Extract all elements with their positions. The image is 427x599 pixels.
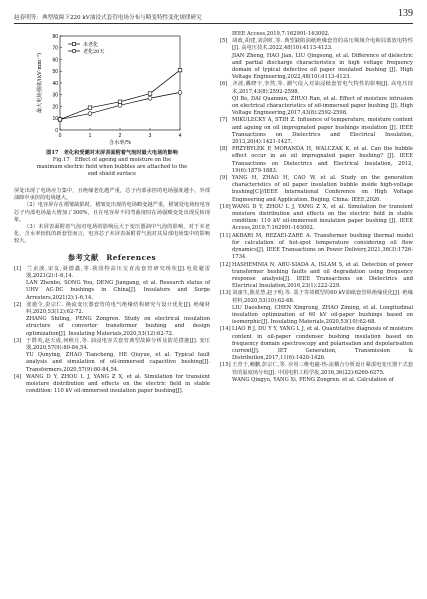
reference-number: [4] xyxy=(14,373,22,380)
y-tick-label: 50 xyxy=(52,69,58,76)
running-title: 赵春明等：典型故障下220 kV油浸式套管电场分布与畸变特性变化规律研究 xyxy=(14,15,202,21)
data-point xyxy=(118,103,122,107)
reference-text: 刘康生,陈星慧,赵子明,等. 基于等效模型的60 kV油纸套管纵绝缘优化[J]. 绝缘材料,2020,53(10):62-68. xyxy=(232,290,413,304)
reference-text: AKBARI M, REZAEI-ZARE A. Transformer bushing thermal model for calculation of hot-spot temperature considering oil flow dynamics[J]. IEEE Transactions on Power Delivery,2021,36(3):1726-1734. xyxy=(232,232,413,261)
y-tick-label: 20 xyxy=(52,104,58,111)
reference-text: WANG Qingyu, YANG Xi, PENG Zongren. et al. Calculation of xyxy=(232,376,394,383)
x-tick-label: 1 xyxy=(88,133,92,139)
data-point xyxy=(148,96,152,100)
reference-entry xyxy=(14,352,210,374)
references-heading: 参考文献 References xyxy=(67,252,157,262)
caption-en-1: Fig.17 Effect of ageing and moisture on the xyxy=(52,157,172,163)
right-column xyxy=(220,31,413,384)
reference-text: QI Bo, DAI Quanmin, ZHUO Ran, et al. Effect of moisture intrusion on electrical characteristics of oil-immersed paper bushing [J]. High Voltage Engineering,2017,43(8):2592-2598. xyxy=(232,95,413,117)
reference-number: [8] xyxy=(220,146,228,153)
reference-text: 于群英,赵天成,何秋月,等. 油浸电容式套管典型故障分析及防范措施[J]. 变压器,2020,57(9):80-84,54. xyxy=(26,337,210,352)
paragraph-1: 屏处出现了电场应力集中，且绝缘老化越严重，芯子内部承担的电场强度越小，外部油隙中承担的电场越大。 xyxy=(14,188,210,202)
y-axis-label: 最大电场强度/(kV·mm⁻¹) xyxy=(37,52,43,114)
y-tick-label: 80 xyxy=(52,33,58,40)
reference-entry xyxy=(220,290,413,304)
series-line xyxy=(60,70,180,119)
reference-text: 王青于,赖鹏,彭宗仁,等. 应用三维电磁-热-流耦合分析设计紧凑电变压器干式套管的温度场分布[J]. 中国电机工程学报,2016,36(22):6269-6275. xyxy=(232,362,413,376)
reference-text: 胡政,胡建,刘剑虹,等. 典型缺陷油纸绝缘套管的高压频域介电和局部放电特性[J]. 高电压技术,2022,48(10):4113-4123. xyxy=(232,38,413,52)
data-point xyxy=(58,118,62,122)
reference-number: [1] xyxy=(14,265,22,272)
y-tick-label: 10 xyxy=(52,116,58,123)
reference-text: 张施令,彭宗仁. 换流变压器套管的电气绝缘结构研究与设计优化[J]. 绝缘材料,2020,53(12):62-72. xyxy=(26,301,210,316)
reference-number: [2] xyxy=(14,301,22,308)
reference-entry xyxy=(220,175,413,204)
reference-entry xyxy=(14,266,210,280)
y-tick-label: 0 xyxy=(55,127,58,134)
left-column xyxy=(14,188,210,395)
reference-entry xyxy=(220,96,413,118)
figure-17 xyxy=(32,30,192,147)
running-header xyxy=(14,8,413,22)
reference-entry xyxy=(220,362,413,376)
reference-entry xyxy=(220,305,413,327)
legend-label: 未老化 xyxy=(83,41,99,48)
data-point xyxy=(178,91,182,95)
reference-entry xyxy=(220,53,413,82)
data-point xyxy=(88,112,92,116)
reference-number: [12] xyxy=(220,261,231,268)
x-tick-label: 2 xyxy=(118,133,122,139)
reference-text: MIKULECKY A, STIH Z. Influence of temperature, moisture content and ageing on oil impregnated paper bushings insulation [J]. IEEE Transactions on Dielectrics and Electrical Insulation, 2013,20(4):1421-1427. xyxy=(232,117,413,146)
header-rule xyxy=(14,23,413,24)
caption-en-2: maximum electric field when bubbles are attached to the xyxy=(36,164,188,170)
reference-number: [6] xyxy=(220,81,228,88)
reference-number: [3] xyxy=(14,337,22,344)
paragraph-2: （2）电容屏存在褶皱缺陷时，褶皱处出现的电场畸变越严重，褶皱处电场较电容芯子内部电场最大增加了300%，且在电容屏不同弯曲度时在场强畸变处出现反转现象。 xyxy=(14,202,210,223)
x-tick-label: 0 xyxy=(58,133,62,139)
reference-entry xyxy=(220,262,413,291)
y-tick-label: 70 xyxy=(52,45,58,52)
reference-number: [14] xyxy=(220,326,231,333)
reference-number: [7] xyxy=(220,117,228,124)
reference-text: LIAO R J, DU Y Y, YANG L J, et al. Quantitative diagnosis of moisture content in oil-paper condenser bushing insulation based on frequency domain spectroscopy and polarisation and depolarisation current[J]. IET Generation, Transmission & Distribution,2017,11(6):1420-1426. xyxy=(232,326,413,362)
data-point xyxy=(88,106,92,110)
reference-entry xyxy=(220,204,413,233)
reference-entry xyxy=(220,38,413,52)
x-tick-label: 3 xyxy=(148,133,152,139)
data-point xyxy=(118,100,122,104)
reference-number: [9] xyxy=(220,175,228,182)
caption-en-3: end shield surface xyxy=(87,171,137,177)
reference-number: [10] xyxy=(220,203,231,210)
reference-entry xyxy=(220,377,413,384)
reference-text: YANG H, ZHAO H, CAO W, et al. Study on the generation characteristics of oil paper insulation bubble inside high-voltage bushing[C]//IEEE International Conference on High Voltage Engineering and Application. Beijing, China: IEEE,2020. xyxy=(232,175,413,203)
line-chart xyxy=(32,30,192,147)
reference-number: [13] xyxy=(220,290,231,297)
reference-text: HASHEMNIA N, ABU-SIADA A, ISLAM S, et al. Detection of power transformer bushing faults and oil degradation using frequency response analysis[J]. IEEE Transactions on Dielectrics and Electrical Insulation,2016,23(1):222-229. xyxy=(232,261,413,290)
reference-text: IEEE Access,2019,7:162991-163002. xyxy=(232,31,330,37)
legend-marker xyxy=(72,49,75,52)
reference-text: WANG D Y, ZHOU L J, YANG Z X, et al. Simulation for transient moisture distribution and effects on the electric field in stable condition: 110 kV oil-immersed insulation paper bushing[J]. xyxy=(26,373,210,395)
reference-entry xyxy=(220,326,413,362)
legend-label: 老化20天 xyxy=(83,48,105,55)
reference-text: JIAN Zheng, HAO Jian, LIU Qingsong, et al. Difference of dielectric and partial discharge characteristics in high voltage frequency domain of typical defective oil paper insulated bushing [J]. High Voltage Engineering,2022,48(10):4113-4123. xyxy=(232,52,413,81)
y-tick-label: 30 xyxy=(52,92,58,99)
reference-entry xyxy=(14,374,210,396)
reference-text: ZHANG Shiling, PENG Zongren. Study on electrical insulation structure of converter transformer bushing and design optimization[J]. Insulating Materials,2020,53(12):62-72. xyxy=(26,316,210,337)
reference-number: [11] xyxy=(220,232,231,239)
references-list-left xyxy=(14,266,210,396)
caption-zh: 图17 老化和受潮对末屏表面附着气泡时最大电场的影响 xyxy=(46,150,178,156)
reference-entry xyxy=(14,316,210,338)
reference-text: LIU Daosheng, CHEN Xingrong, ZHAO Ziming, et al. Longitudinal insulation optimization of 60 kV oil-paper bushings based on isomorphic[J]. Insulating Materials,2020,53(10):62-68. xyxy=(232,304,413,326)
legend-marker xyxy=(72,42,75,45)
reference-entry xyxy=(14,338,210,352)
reference-text: PRZYBYLEK P, MORANDA H, WALCZAK K, et al. Can the bubble effect occur in an oil impregnated paper bushing? [J]. IEEE Transactions on Dielectrics and Electrical Insulation, 2012, 19(6):1879-1883. xyxy=(232,146,413,174)
y-tick-label: 40 xyxy=(52,80,58,87)
data-point xyxy=(178,68,182,72)
data-point xyxy=(148,92,152,96)
reference-entry xyxy=(14,280,210,302)
x-axis-label: 含水率/% xyxy=(108,140,132,146)
reference-number: [5] xyxy=(220,38,228,45)
reference-entry xyxy=(220,146,413,175)
figure-caption xyxy=(14,150,210,178)
x-tick-label: 4 xyxy=(178,133,182,139)
reference-text: WANG D Y, ZHOU L J, YANG Z X, et al. Simulation for transient moisture distribution and effects on the electric field in stable condition: 110 kV oil-immersed insulation paper bushing [J]. IEEE Access,2019,7:162991-163002. xyxy=(232,203,413,232)
reference-text: YU Qunying, ZHAO Tiancheng, HE Qiuyue, et al. Typical fault analysis and simulation of oil-immersed capacitive bushing[J]. Transformers,2020,57(9):80-84,54. xyxy=(26,352,210,373)
reference-text: 兰贞波,宋友,聂德鑫,等.我国特高压交直流套管研究现状[J].电瓷避雷器,2021(2):1-6,14. xyxy=(26,265,210,280)
y-tick-label: 60 xyxy=(52,57,58,64)
page-number: 139 xyxy=(398,8,413,19)
reference-text: 齐波,戴晓宇,李然,等. 潮气侵入对油浸纸套管电气特性的影响[J]. 高电压技术,2017,43(8):2592-2598. xyxy=(232,81,413,95)
reference-entry xyxy=(14,302,210,316)
paragraph-3: （3）末屏表面附着气泡对电场的影响远大于变压器油中气泡的影响，对于未老化、含水率较低的新套管而言，电容芯子末屏表面附着气泡对其局部电场集中的影响较大。 xyxy=(14,224,210,245)
reference-number: [15] xyxy=(220,362,231,369)
reference-entry xyxy=(220,117,413,146)
reference-entry xyxy=(220,233,413,262)
reference-text: LAN Zhenbo, SONG You, DENG Jiangang, et al. Research status of UHV AC-DC bushings in China[J]. Insulators and Surge Arresters,2021(2):1-6,14. xyxy=(26,280,210,301)
references-list-right xyxy=(220,31,413,384)
reference-entry xyxy=(220,81,413,95)
